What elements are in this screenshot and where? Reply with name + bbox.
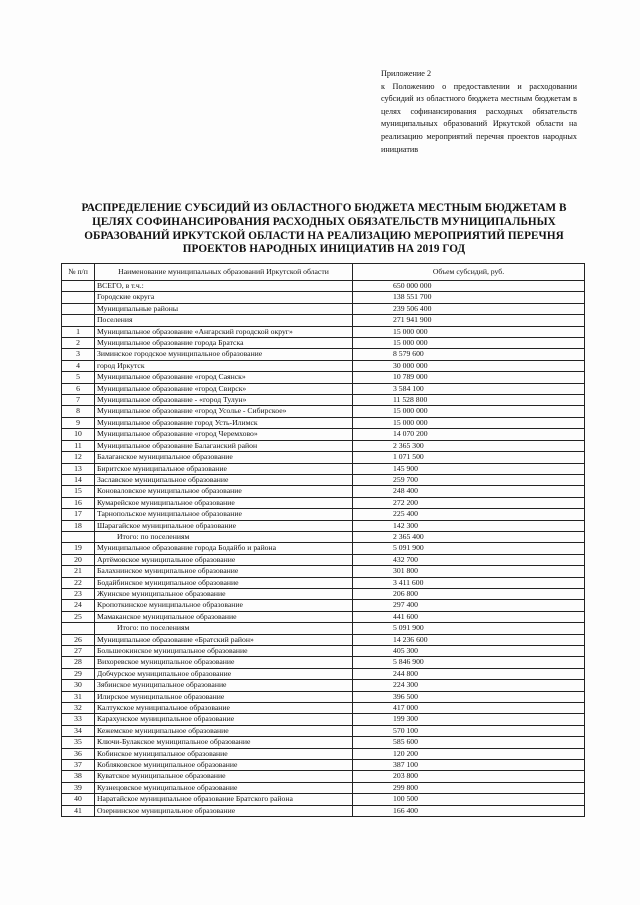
table-row <box>62 725 585 736</box>
row-subsidy-amount: 15 000 000 <box>353 338 585 349</box>
row-municipality-name: Муниципальные районы <box>95 303 353 314</box>
subsidy-table <box>61 263 585 817</box>
table-row <box>62 680 585 691</box>
table-row <box>62 611 585 622</box>
row-number: 12 <box>62 452 95 463</box>
row-municipality-name: Ключи-Булакское муниципальное образование <box>95 737 353 748</box>
row-municipality-name: Муниципальное образование «Ангарский городской округ» <box>95 326 353 337</box>
table-row <box>62 406 585 417</box>
table-row <box>62 805 585 816</box>
table-row <box>62 588 585 599</box>
row-municipality-name: Кобинское муниципальное образование <box>95 748 353 759</box>
row-municipality-name: Тарнопольское муниципальное образование <box>95 509 353 520</box>
row-subsidy-amount: 585 600 <box>353 737 585 748</box>
row-subsidy-amount: 297 400 <box>353 600 585 611</box>
table-row <box>62 349 585 360</box>
table-row <box>62 383 585 394</box>
row-subsidy-amount: 441 600 <box>353 611 585 622</box>
table-row <box>62 634 585 645</box>
row-subsidy-amount: 417 000 <box>353 703 585 714</box>
table-row <box>62 657 585 668</box>
row-subsidy-amount: 570 100 <box>353 725 585 736</box>
row-subsidy-amount: 100 500 <box>353 794 585 805</box>
row-subsidy-amount: 396 500 <box>353 691 585 702</box>
row-subsidy-amount: 248 400 <box>353 486 585 497</box>
row-subsidy-amount: 14 070 200 <box>353 429 585 440</box>
row-municipality-name: Артёмовское муниципальное образование <box>95 554 353 565</box>
row-number: 29 <box>62 668 95 679</box>
row-municipality-name: Балаганское муниципальное образование <box>95 452 353 463</box>
row-number <box>62 315 95 326</box>
row-subsidy-amount: 145 900 <box>353 463 585 474</box>
row-municipality-name: Муниципальное образование «город Свирск» <box>95 383 353 394</box>
row-subsidy-amount: 5 091 900 <box>353 623 585 634</box>
row-subsidy-amount: 14 236 600 <box>353 634 585 645</box>
table-row <box>62 509 585 520</box>
row-number: 8 <box>62 406 95 417</box>
row-subsidy-amount: 15 000 000 <box>353 326 585 337</box>
table-row <box>62 691 585 702</box>
row-number <box>62 623 95 634</box>
table-body <box>62 281 585 817</box>
row-subsidy-amount: 244 800 <box>353 668 585 679</box>
row-municipality-name: Кежемское муниципальное образование <box>95 725 353 736</box>
appendix-text: к Положению о предоставлении и расходовании субсидий из областного бюджета местным бюджетам в целях софинансирования расходных обязательств муниципальных образований Иркутской области на реализацию мероприятий перечня проектов народных инициатив <box>381 81 577 154</box>
table-row <box>62 417 585 428</box>
row-municipality-name: Жуинское муниципальное образование <box>95 588 353 599</box>
row-municipality-name: Добчурское муниципальное образование <box>95 668 353 679</box>
row-number: 10 <box>62 429 95 440</box>
row-number: 33 <box>62 714 95 725</box>
table-row <box>62 474 585 485</box>
row-subsidy-amount: 166 400 <box>353 805 585 816</box>
row-number: 24 <box>62 600 95 611</box>
row-number: 5 <box>62 372 95 383</box>
row-subsidy-amount: 11 528 800 <box>353 395 585 406</box>
row-number <box>62 281 95 292</box>
row-subsidy-amount: 5 846 900 <box>353 657 585 668</box>
row-subsidy-amount: 387 100 <box>353 760 585 771</box>
table-row <box>62 326 585 337</box>
table-row <box>62 429 585 440</box>
row-municipality-name: Кумарейское муниципальное образование <box>95 497 353 508</box>
table-row <box>62 737 585 748</box>
row-number: 31 <box>62 691 95 702</box>
row-subsidy-amount: 3 584 100 <box>353 383 585 394</box>
row-number: 38 <box>62 771 95 782</box>
row-municipality-name: Городские округа <box>95 292 353 303</box>
row-number: 30 <box>62 680 95 691</box>
row-municipality-name: Итого: по поселениям <box>95 531 353 542</box>
row-number: 13 <box>62 463 95 474</box>
row-subsidy-amount: 2 365 400 <box>353 531 585 542</box>
row-municipality-name: ВСЕГО, в т.ч.: <box>95 281 353 292</box>
table-row <box>62 497 585 508</box>
row-number: 7 <box>62 395 95 406</box>
row-municipality-name: Наратайское муниципальное образование Братского района <box>95 794 353 805</box>
row-subsidy-amount: 2 365 300 <box>353 440 585 451</box>
row-subsidy-amount: 199 300 <box>353 714 585 725</box>
row-subsidy-amount: 3 411 600 <box>353 577 585 588</box>
row-number: 35 <box>62 737 95 748</box>
row-municipality-name: Шарагайское муниципальное образование <box>95 520 353 531</box>
row-number <box>62 292 95 303</box>
row-municipality-name: Биритское муниципальное образование <box>95 463 353 474</box>
row-municipality-name: Куватское муниципальное образование <box>95 771 353 782</box>
table-row <box>62 440 585 451</box>
row-number: 27 <box>62 646 95 657</box>
table-row <box>62 668 585 679</box>
row-subsidy-amount: 8 579 600 <box>353 349 585 360</box>
row-number: 25 <box>62 611 95 622</box>
row-subsidy-amount: 203 800 <box>353 771 585 782</box>
table-row <box>62 292 585 303</box>
row-number: 21 <box>62 566 95 577</box>
row-number: 17 <box>62 509 95 520</box>
row-municipality-name: Поселения <box>95 315 353 326</box>
table-row <box>62 395 585 406</box>
row-municipality-name: Кузнецовское муниципальное образование <box>95 782 353 793</box>
table-header-row <box>62 264 585 281</box>
row-number <box>62 531 95 542</box>
row-number: 2 <box>62 338 95 349</box>
row-number: 16 <box>62 497 95 508</box>
row-municipality-name: Илирское муниципальное образование <box>95 691 353 702</box>
row-municipality-name: Муниципальное образование города Братска <box>95 338 353 349</box>
row-municipality-name: Муниципальное образование «город Усолье - Сибирское» <box>95 406 353 417</box>
header-number: № п/п <box>62 264 95 281</box>
document-title: РАСПРЕДЕЛЕНИЕ СУБСИДИЙ ИЗ ОБЛАСТНОГО БЮДЖЕТА МЕСТНЫМ БЮДЖЕТАМ В ЦЕЛЯХ СОФИНАНСИРОВАНИЯ РАСХОДНЫХ ОБЯЗАТЕЛЬСТВ МУНИЦИПАЛЬНЫХ ОБРАЗОВАНИЙ ИРКУТСКОЙ ОБЛАСТИ НА РЕАЛИЗАЦИЮ МЕРОПРИЯТИЙ ПЕРЕЧНЯ ПРОЕКТОВ НАРОДНЫХ ИНИЦИАТИВ НА 2019 ГОД <box>81 202 567 256</box>
table-row <box>62 281 585 292</box>
row-subsidy-amount: 432 700 <box>353 554 585 565</box>
row-subsidy-amount: 259 700 <box>353 474 585 485</box>
row-municipality-name: Вихоревское муниципальное образование <box>95 657 353 668</box>
row-number <box>62 303 95 314</box>
table-row <box>62 748 585 759</box>
table-row <box>62 577 585 588</box>
table-row <box>62 315 585 326</box>
row-number: 6 <box>62 383 95 394</box>
row-subsidy-amount: 15 000 000 <box>353 406 585 417</box>
row-municipality-name: Муниципальное образование Балаганский район <box>95 440 353 451</box>
row-number: 1 <box>62 326 95 337</box>
row-subsidy-amount: 405 300 <box>353 646 585 657</box>
header-name: Наименование муниципальных образований Иркутской области <box>95 264 353 281</box>
table-row <box>62 703 585 714</box>
row-number: 23 <box>62 588 95 599</box>
table-row <box>62 760 585 771</box>
row-subsidy-amount: 301 800 <box>353 566 585 577</box>
row-subsidy-amount: 142 300 <box>353 520 585 531</box>
row-number: 32 <box>62 703 95 714</box>
table-row <box>62 303 585 314</box>
row-municipality-name: Мамаканское муниципальное образование <box>95 611 353 622</box>
row-subsidy-amount: 15 000 000 <box>353 417 585 428</box>
row-subsidy-amount: 650 000 000 <box>353 281 585 292</box>
table-row <box>62 554 585 565</box>
header-amount: Объем субсидий, руб. <box>353 264 585 281</box>
table-row <box>62 520 585 531</box>
table-row <box>62 771 585 782</box>
row-municipality-name: Кропоткинское муниципальное образование <box>95 600 353 611</box>
row-municipality-name: Карахунское муниципальное образование <box>95 714 353 725</box>
row-number: 41 <box>62 805 95 816</box>
row-number: 9 <box>62 417 95 428</box>
row-municipality-name: Зябинское муниципальное образование <box>95 680 353 691</box>
table-row <box>62 486 585 497</box>
row-number: 19 <box>62 543 95 554</box>
table-row <box>62 600 585 611</box>
appendix-heading: Приложение 2 <box>381 69 432 78</box>
row-number: 40 <box>62 794 95 805</box>
table-row <box>62 566 585 577</box>
row-subsidy-amount: 138 551 700 <box>353 292 585 303</box>
table-row <box>62 338 585 349</box>
row-subsidy-amount: 224 300 <box>353 680 585 691</box>
table-row <box>62 794 585 805</box>
row-number: 14 <box>62 474 95 485</box>
row-municipality-name: Озернинское муниципальное образование <box>95 805 353 816</box>
row-subsidy-amount: 239 506 400 <box>353 303 585 314</box>
row-subsidy-amount: 271 941 900 <box>353 315 585 326</box>
row-number: 18 <box>62 520 95 531</box>
table-row <box>62 646 585 657</box>
row-number: 28 <box>62 657 95 668</box>
row-number: 22 <box>62 577 95 588</box>
row-number: 39 <box>62 782 95 793</box>
row-subsidy-amount: 10 789 000 <box>353 372 585 383</box>
row-municipality-name: Муниципальное образование «Братский район» <box>95 634 353 645</box>
row-number: 26 <box>62 634 95 645</box>
row-municipality-name: Муниципальное образование города Бодайбо и района <box>95 543 353 554</box>
row-subsidy-amount: 1 071 500 <box>353 452 585 463</box>
appendix-note <box>381 68 577 156</box>
row-subsidy-amount: 30 000 000 <box>353 360 585 371</box>
row-municipality-name: Коноваловское муниципальное образование <box>95 486 353 497</box>
row-municipality-name: Итого: по поселениям <box>95 623 353 634</box>
table-row <box>62 623 585 634</box>
row-number: 34 <box>62 725 95 736</box>
row-number: 36 <box>62 748 95 759</box>
row-number: 4 <box>62 360 95 371</box>
row-subsidy-amount: 299 800 <box>353 782 585 793</box>
table-row <box>62 463 585 474</box>
table-row <box>62 372 585 383</box>
row-number: 15 <box>62 486 95 497</box>
table-row <box>62 452 585 463</box>
row-municipality-name: Муниципальное образование город Усть-Илимск <box>95 417 353 428</box>
row-municipality-name: Муниципальное образование «город Черемхово» <box>95 429 353 440</box>
row-municipality-name: Большеокинское муниципальное образование <box>95 646 353 657</box>
row-number: 37 <box>62 760 95 771</box>
table-row <box>62 531 585 542</box>
table-row <box>62 782 585 793</box>
row-subsidy-amount: 272 200 <box>353 497 585 508</box>
table-row <box>62 360 585 371</box>
row-subsidy-amount: 120 200 <box>353 748 585 759</box>
row-municipality-name: Бодайбинское муниципальное образование <box>95 577 353 588</box>
row-number: 11 <box>62 440 95 451</box>
row-subsidy-amount: 5 091 900 <box>353 543 585 554</box>
row-municipality-name: Муниципальное образование «город Саянск» <box>95 372 353 383</box>
row-municipality-name: город Иркутск <box>95 360 353 371</box>
row-subsidy-amount: 225 400 <box>353 509 585 520</box>
row-municipality-name: Кобляковское муниципальное образование <box>95 760 353 771</box>
row-municipality-name: Балахнинское муниципальное образование <box>95 566 353 577</box>
row-municipality-name: Заславское муниципальное образование <box>95 474 353 485</box>
row-municipality-name: Зиминское городское муниципальное образование <box>95 349 353 360</box>
row-subsidy-amount: 206 800 <box>353 588 585 599</box>
row-municipality-name: Муниципальное образование - «город Тулун» <box>95 395 353 406</box>
table-row <box>62 714 585 725</box>
table-row <box>62 543 585 554</box>
row-number: 20 <box>62 554 95 565</box>
row-municipality-name: Калтукское муниципальное образование <box>95 703 353 714</box>
row-number: 3 <box>62 349 95 360</box>
